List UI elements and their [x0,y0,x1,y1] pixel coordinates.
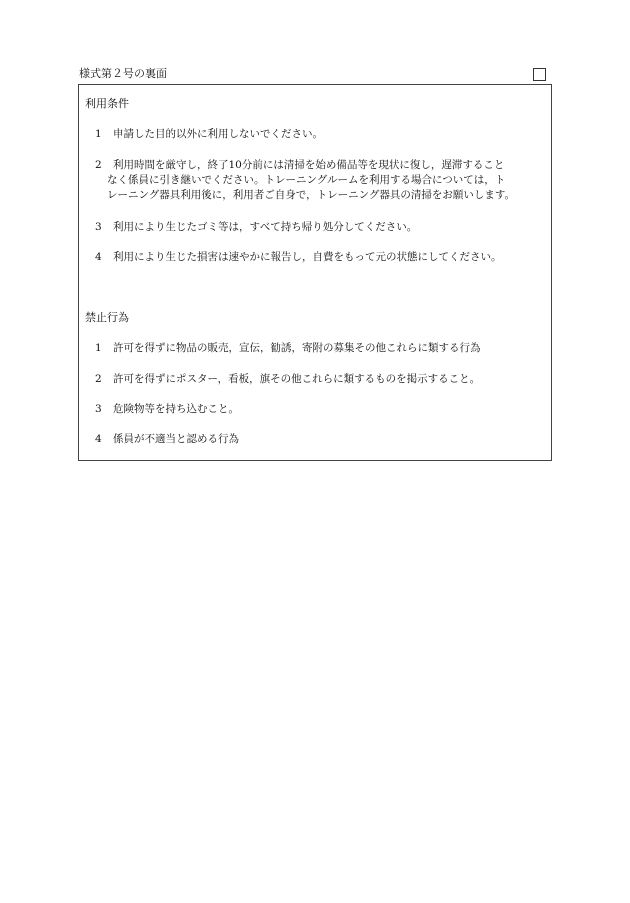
prohibited-item-4 [95,432,547,447]
item-number: 4 [95,433,102,445]
item-number: 2 [95,373,102,385]
item-number: 3 [95,403,102,415]
checkbox-square [533,68,546,81]
item-text-continuation: レーニング器具利用後に，利用者ご自身で，トレーニング器具の清掃をお願いします。 [107,189,516,201]
item-number: 1 [95,128,102,140]
prohibited-item-3 [95,402,547,417]
condition-item-3 [95,220,547,235]
item-text: 申請した目的以外に利用しないでください。 [113,128,323,140]
conditions-heading: 利用条件 [85,97,129,110]
condition-item-1 [95,127,547,142]
item-number: 2 [95,159,102,171]
item-number: 4 [95,251,102,263]
item-text: 利用により生じたゴミ等は，すべて持ち帰り処分してください。 [113,221,418,233]
prohibited-heading: 禁止行為 [85,311,129,324]
item-text: 利用により生じた損害は速やかに報告し，自費をもって元の状態にしてください。 [113,251,502,263]
item-text: 許可を得ずに物品の販売，宣伝，勧誘，寄附の募集その他これらに類する行為 [113,342,481,354]
item-number: 1 [95,342,102,354]
condition-item-4 [95,250,547,265]
condition-item-2 [95,158,547,203]
item-text: 許可を得ずにポスター，看板，旗その他これらに類するものを掲示すること。 [113,373,481,385]
item-text: 利用時間を厳守し，終了10分前には清掃を始め備品等を現状に復し，遅滞すること [113,159,505,171]
prohibited-item-2 [95,372,547,387]
form-number-label: 様式第２号の裏面 [79,67,167,80]
item-number: 3 [95,221,102,233]
prohibited-item-1 [95,341,547,356]
item-text: 危険物等を持ち込むこと。 [113,403,239,415]
item-text-continuation: なく係員に引き継いでください。トレーニングルームを利用する場合については，ト [107,174,506,186]
terms-frame [78,84,552,461]
item-text: 係員が不適当と認める行為 [113,433,239,445]
